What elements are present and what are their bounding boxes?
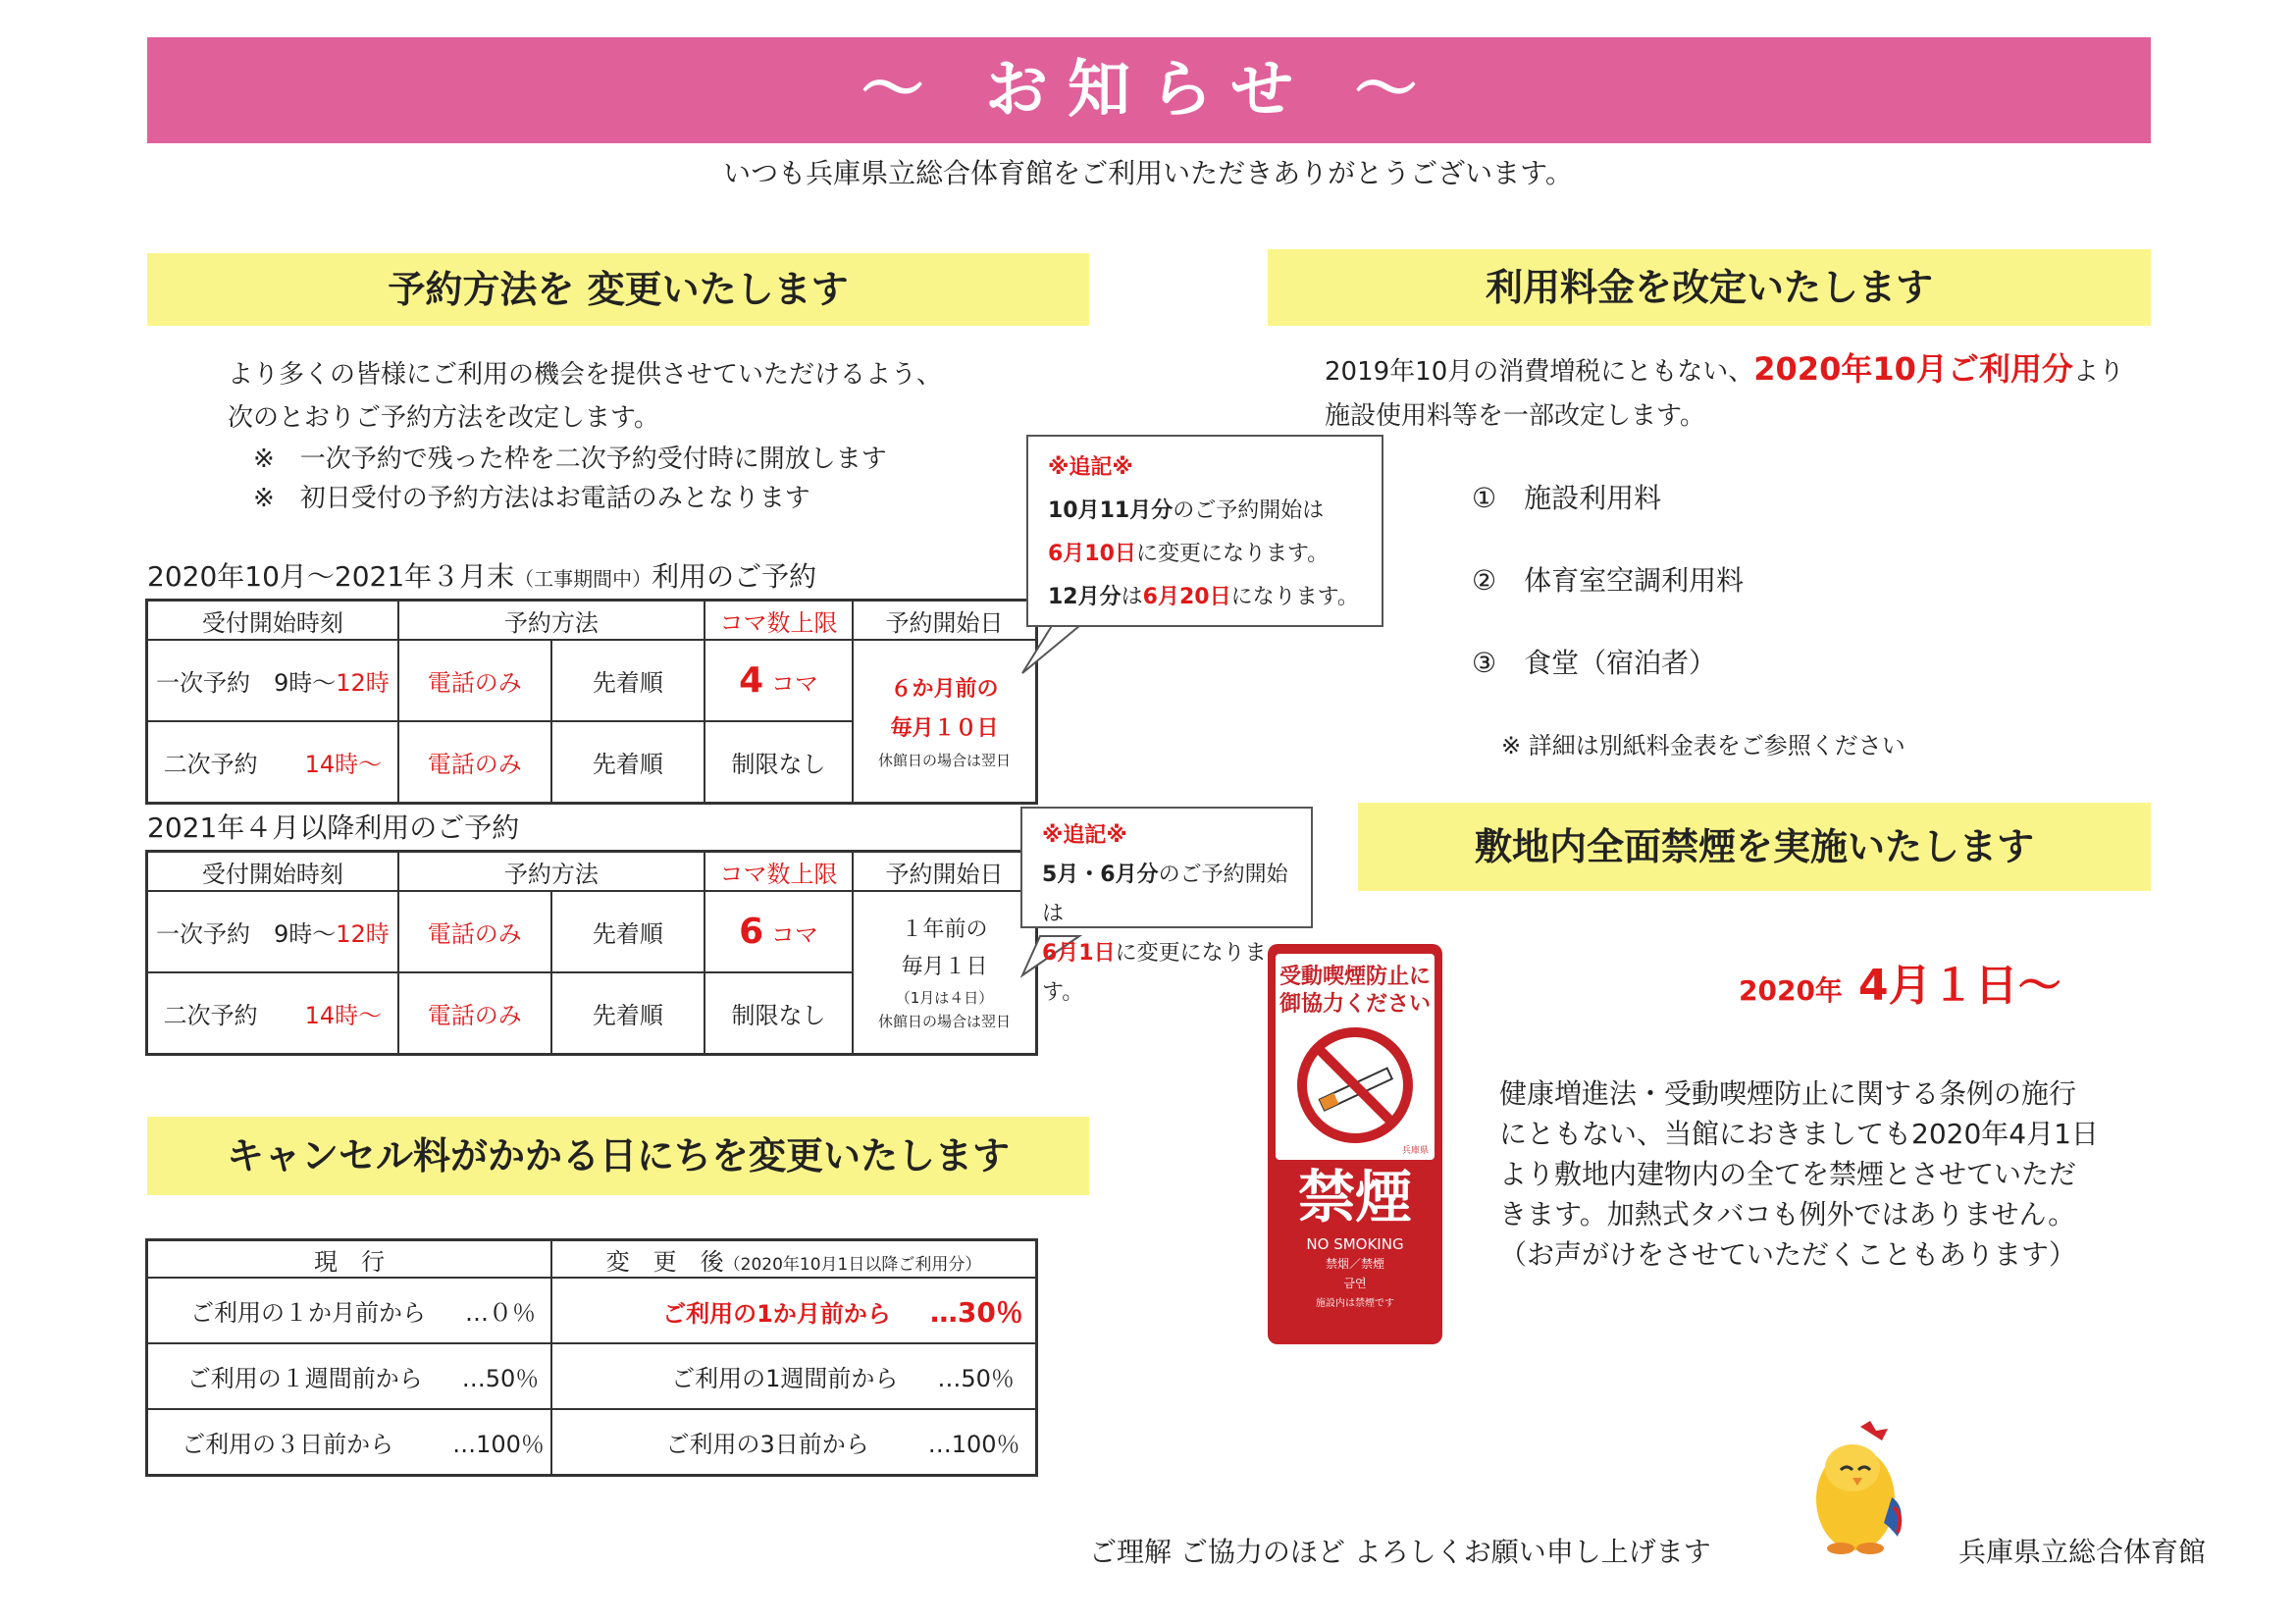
mascot-bird-icon xyxy=(1801,1419,1909,1556)
fee-item-2: ② 体育室空調利用料 xyxy=(1472,564,1745,597)
first-booking-time: 一次予約 9時～12時 xyxy=(147,640,398,721)
page-banner: ～ お知らせ ～ xyxy=(147,37,2151,143)
header-limit: コマ数上限 xyxy=(704,601,853,641)
fee-note: ※ 詳細は別紙料金表をご参照ください xyxy=(1501,732,1905,759)
header-time: 受付開始時刻 xyxy=(147,852,398,892)
no-limit-label: 制限なし xyxy=(704,972,853,1054)
header-limit: コマ数上限 xyxy=(704,852,853,892)
new-row-3: ご利用の3日前から …100％ xyxy=(551,1409,1037,1476)
phone-only-label: 電話のみ xyxy=(398,721,551,803)
schedule-table-2 xyxy=(145,850,1038,1056)
phone-only-label: 電話のみ xyxy=(398,640,551,721)
start-date-cell: ６か月前の 毎月１０日 休館日の場合は翌日 xyxy=(853,640,1036,803)
no-smoking-sign: 受動喫煙防止に 御協力ください 兵庫県 禁煙 NO SMOKING 禁烟／禁煙 금연 施設内は禁煙です xyxy=(1268,944,1442,1344)
first-come-label: 先着順 xyxy=(551,640,704,721)
first-come-label: 先着順 xyxy=(551,891,704,972)
second-booking-time: 二次予約 14時～ xyxy=(147,972,398,1054)
fee-items xyxy=(1472,457,1744,705)
period1-title: 2020年10月～2021年３月末（工事期間中）利用のご予約 xyxy=(147,560,817,593)
start-date-cell: １年前の 毎月１日 （1月は４日） 休館日の場合は翌日 xyxy=(853,891,1036,1054)
reservation-note-2: ※ 初日受付の予約方法はお電話のみとなります xyxy=(253,484,810,513)
new-column-header: 変 更 後（2020年10月1日以降ご利用分） xyxy=(551,1240,1037,1279)
new-row-2: ご利用の1週間前から …50％ xyxy=(551,1343,1037,1409)
first-booking-time: 一次予約 9時～12時 xyxy=(147,891,398,972)
smoking-body: 健康増進法・受動喫煙防止に関する条例の施行 にともない、当館におきましても2020年4月1日 より敷地内建物内の全てを禁煙とさせていただ きます。加熱式タバコも例外ではありません。 （お声がけをさせていただくこともあります） xyxy=(1499,1077,2099,1271)
first-come-label: 先着順 xyxy=(551,972,704,1054)
reservation-intro-2: 次のとおりご予約方法を改定します。 xyxy=(228,403,659,433)
current-row-3: ご利用の３日前から …100％ xyxy=(147,1409,552,1476)
header-method: 予約方法 xyxy=(398,601,704,641)
second-booking-time: 二次予約 14時～ xyxy=(147,721,398,803)
current-column-header: 現 行 xyxy=(147,1240,552,1279)
header-method: 予約方法 xyxy=(398,852,704,892)
current-row-2: ご利用の１週間前から …50％ xyxy=(147,1343,552,1409)
reservation-note-1: ※ 一次予約で残った枠を二次予約受付時に開放します xyxy=(253,445,887,474)
limit-value: 6 コマ xyxy=(704,891,853,972)
footer-message: ご理解 ご協力のほど よろしくお願い申し上げます xyxy=(1089,1536,1711,1568)
cancel-heading: キャンセル料がかかる日にちを変更いたします xyxy=(147,1117,1089,1195)
smoking-start-date: 2020年 4月１日～ xyxy=(1739,961,2061,1011)
limit-value: 4 コマ xyxy=(704,640,853,721)
fee-line-2: 施設使用料等を一部改定します。 xyxy=(1325,401,1705,431)
fee-line-1: 2019年10月の消費増税にともない、2020年10月ご利用分より xyxy=(1325,350,2124,388)
callout-note-2: ※追記※ 5月・6月分のご予約開始は 6月1日に変更になります。 xyxy=(1020,807,1313,928)
period2-title: 2021年４月以降利用のご予約 xyxy=(147,812,520,844)
fee-heading: 利用料金を改定いたします xyxy=(1268,249,2151,326)
no-limit-label: 制限なし xyxy=(704,721,853,803)
header-time: 受付開始時刻 xyxy=(147,601,398,641)
fee-item-1: ① 施設利用料 xyxy=(1472,482,1662,514)
first-come-label: 先着順 xyxy=(551,721,704,803)
header-start: 予約開始日 xyxy=(853,601,1036,641)
footer-organization: 兵庫県立総合体育館 xyxy=(1958,1536,2207,1568)
fee-item-3: ③ 食堂（宿泊者） xyxy=(1472,647,1717,679)
new-row-1: ご利用の1か月前から …30％ xyxy=(551,1278,1037,1343)
reservation-intro-1: より多くの皆様にご利用の機会を提供させていただけるよう、 xyxy=(228,360,943,390)
phone-only-label: 電話のみ xyxy=(398,972,551,1054)
callout-note-1: ※追記※ 10月11月分のご予約開始は 6月10日に変更になります。 12月分は6月20日になります。 xyxy=(1026,435,1383,627)
reservation-heading: 予約方法を 変更いたします xyxy=(147,253,1089,326)
schedule-table-1 xyxy=(145,599,1038,805)
header-start: 予約開始日 xyxy=(853,852,1036,892)
greeting-text: いつも兵庫県立総合体育館をご利用いただきありがとうございます。 xyxy=(723,157,1573,189)
no-smoking-icon xyxy=(1276,1024,1435,1148)
smoking-heading: 敷地内全面禁煙を実施いたします xyxy=(1358,803,2151,891)
current-row-1: ご利用の１か月前から …０％ xyxy=(147,1278,552,1343)
cancel-fee-table xyxy=(145,1238,1038,1477)
phone-only-label: 電話のみ xyxy=(398,891,551,972)
